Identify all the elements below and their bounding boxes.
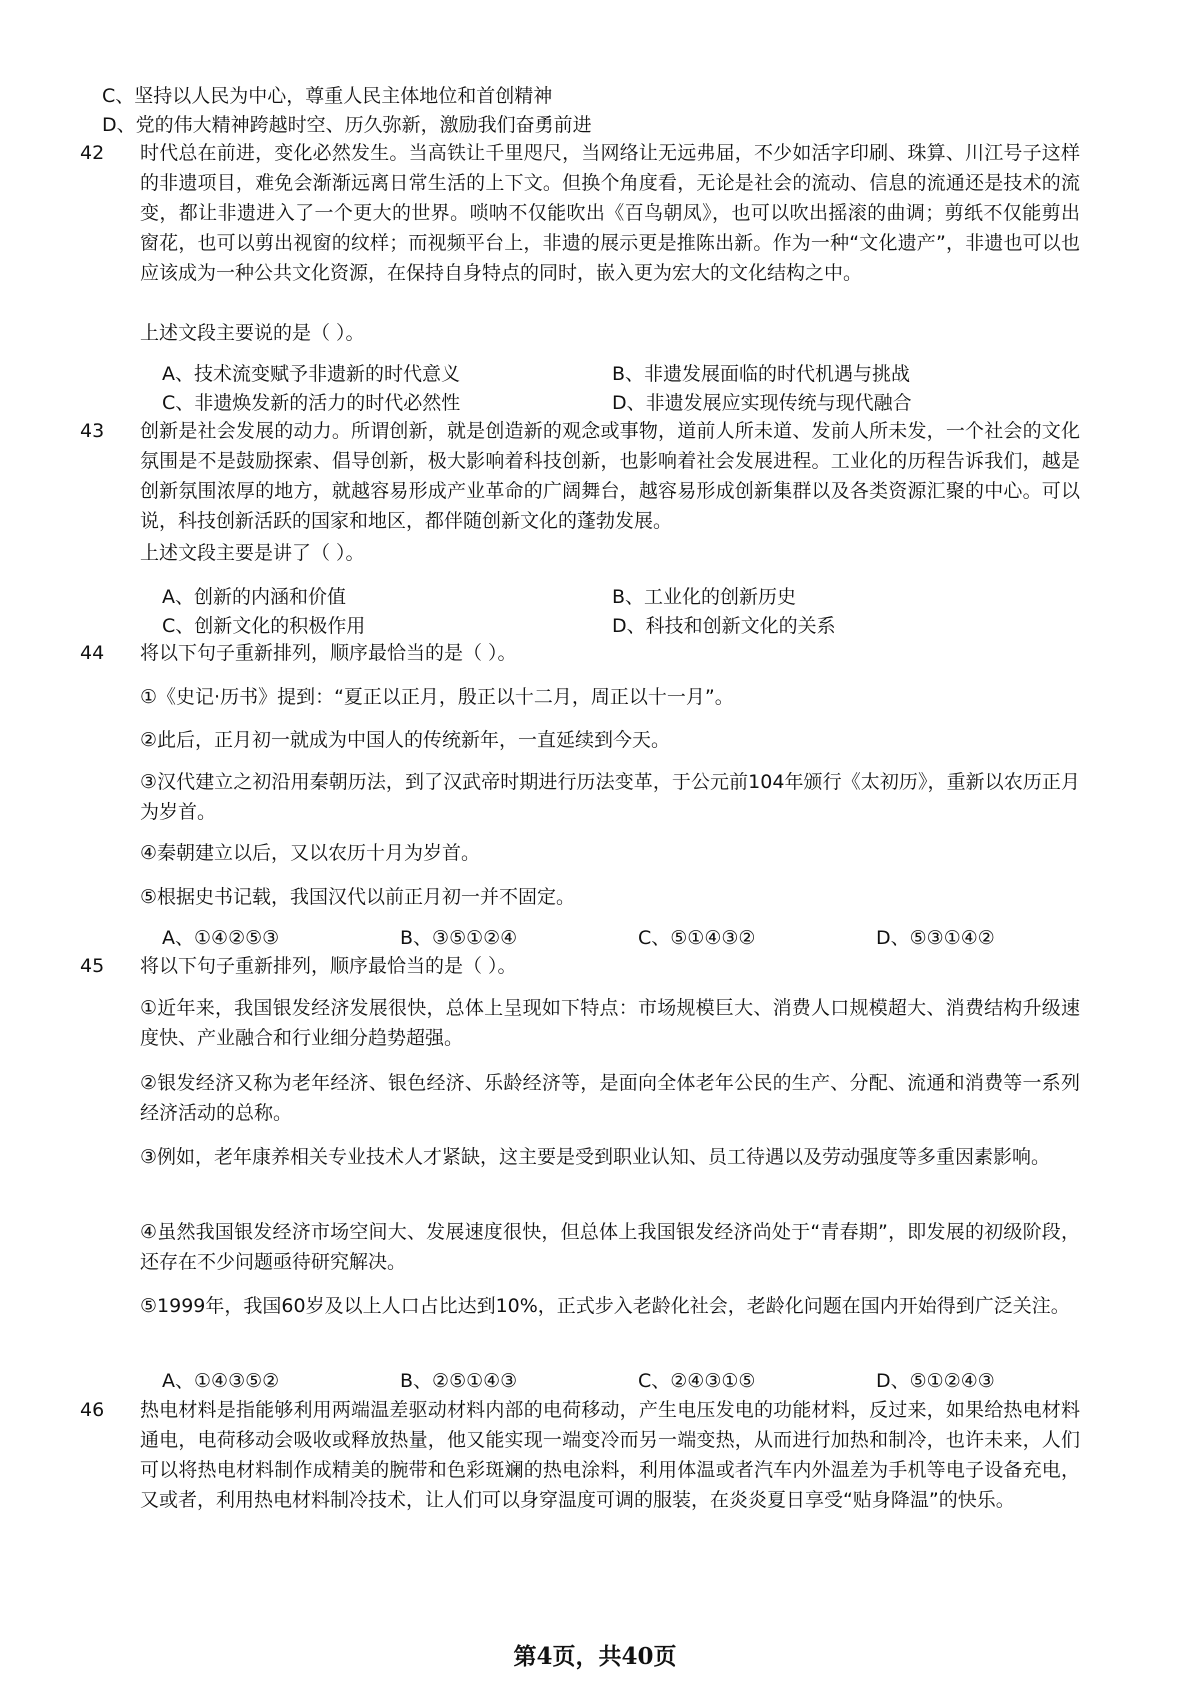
q44-question: 将以下句子重新排列，顺序最恰当的是（ ）。 [140, 642, 517, 664]
q42-option-d: D、非遗发展应实现传统与现代融合 [612, 392, 912, 414]
q45-options [162, 1368, 1114, 1394]
q44-sentence-4: ④秦朝建立以后，又以农历十月为岁首。 [140, 842, 481, 864]
q42-option-c: C、非遗焕发新的活力的时代必然性 [162, 392, 461, 414]
q45-sentence-5: ⑤1999年，我国60岁及以上人口占比达到10%，正式步入老龄化社会，老龄化问题在国内开始得到广泛关注。 [140, 1295, 1070, 1317]
q45-option-a: A、①④③⑤② [162, 1370, 280, 1392]
q44-sentence-3: ③汉代建立之初沿用秦朝历法，到了汉武帝时期进行历法变革，于公元前104年颁行《太初历》，重新以农历正月为岁首。 [140, 771, 1080, 823]
q44-option-c: C、⑤①④③② [638, 927, 756, 949]
q43-option-d: D、科技和创新文化的关系 [612, 615, 836, 637]
question-number-45: 45 [80, 955, 105, 977]
q43-passage: 创新是社会发展的动力。所谓创新，就是创造新的观念或事物，道前人所未道、发前人所未发，一个社会的文化氛围是不是鼓励探索、倡导创新，极大影响着科技创新，也影响着社会发展进程。工业化的历程告诉我们，越是创新氛围浓厚的地方，就越容易形成产业革命的广阔舞台，越容易形成创新集群以及各类资源汇聚的中心。可以说，科技创新活跃的国家和地区，都伴随创新文化的蓬勃发展。 [140, 420, 1080, 532]
q44-options [162, 925, 1114, 951]
question-number-46: 46 [80, 1399, 105, 1421]
q44-option-d: D、⑤③①④② [876, 927, 995, 949]
q46-passage: 热电材料是指能够利用两端温差驱动材料内部的电荷移动，产生电压发电的功能材料，反过来，如果给热电材料通电，电荷移动会吸收或释放热量，他又能实现一端变冷而另一端变热，从而进行加热和制冷，也许未来，人们可以将热电材料制作成精美的腕带和色彩斑斓的热电涂料，利用体温或者汽车内外温差为手机等电子设备充电，又或者，利用热电材料制冷技术，让人们可以身穿温度可调的服装，在炎炎夏日享受“贴身降温”的快乐。 [140, 1399, 1080, 1511]
question-number-44: 44 [80, 642, 105, 664]
q42-passage: 时代总在前进，变化必然发生。当高铁让千里咫尺，当网络让无远弗届，不少如活字印刷、珠算、川江号子这样的非遗项目，难免会渐渐远离日常生活的上下文。但换个角度看，无论是社会的流动、信息的流通还是技术的流变，都让非遗进入了一个更大的世界。唢呐不仅能吹出《百鸟朝凤》，也可以吹出摇滚的曲调；剪纸不仅能剪出窗花，也可以剪出视窗的纹样；而视频平台上，非遗的展示更是推陈出新。作为一种“文化遗产”，非遗也可以也应该成为一种公共文化资源，在保持自身特点的同时，嵌入更为宏大的文化结构之中。 [140, 142, 1080, 284]
q45-option-d: D、⑤①②④③ [876, 1370, 995, 1392]
q44-sentence-2: ②此后，正月初一就成为中国人的传统新年，一直延续到今天。 [140, 729, 671, 751]
q45-question: 将以下句子重新排列，顺序最恰当的是（ ）。 [140, 955, 517, 977]
page-footer: 第4页，共40页 [513, 1643, 677, 1670]
q41-option-d: D、党的伟大精神跨越时空、历久弥新，激励我们奋勇前进 [102, 114, 592, 136]
q43-option-b: B、工业化的创新历史 [612, 586, 797, 608]
q45-sentence-4: ④虽然我国银发经济市场空间大、发展速度很快，但总体上我国银发经济尚处于“青春期”，即发展的初级阶段，还存在不少问题亟待研究解决。 [140, 1221, 1080, 1273]
q43-question: 上述文段主要是讲了（ ）。 [140, 542, 365, 564]
q42-option-a: A、技术流变赋予非遗新的时代意义 [162, 363, 460, 385]
q44-sentence-1: ①《史记·历书》提到：“夏正以正月，殷正以十二月，周正以十一月”。 [140, 686, 734, 708]
q45-sentence-1: ①近年来，我国银发经济发展很快，总体上呈现如下特点：市场规模巨大、消费人口规模超大、消费结构升级速度快、产业融合和行业细分趋势超强。 [140, 997, 1080, 1049]
q43-options [162, 583, 1062, 641]
q42-option-b: B、非遗发展面临的时代机遇与挑战 [612, 363, 911, 385]
question-number-42: 42 [80, 142, 105, 164]
q45-sentence-3: ③例如，老年康养相关专业技术人才紧缺，这主要是受到职业认知、员工待遇以及劳动强度等多重因素影响。 [140, 1146, 1051, 1168]
q45-option-b: B、②⑤①④③ [400, 1370, 518, 1392]
q41-option-c: C、坚持以人民为中心，尊重人民主体地位和首创精神 [102, 85, 553, 107]
q43-option-c: C、创新文化的积极作用 [162, 615, 366, 637]
q42-options [162, 360, 1062, 418]
question-number-43: 43 [80, 420, 105, 442]
q43-option-a: A、创新的内涵和价值 [162, 586, 346, 608]
q44-sentence-5: ⑤根据史书记载，我国汉代以前正月初一并不固定。 [140, 886, 576, 908]
q42-question: 上述文段主要说的是（ ）。 [140, 322, 365, 344]
q44-option-a: A、①④②⑤③ [162, 927, 280, 949]
q44-option-b: B、③⑤①②④ [400, 927, 518, 949]
q45-option-c: C、②④③①⑤ [638, 1370, 756, 1392]
q45-sentence-2: ②银发经济又称为老年经济、银色经济、乐龄经济等，是面向全体老年公民的生产、分配、流通和消费等一系列经济活动的总称。 [140, 1072, 1080, 1124]
